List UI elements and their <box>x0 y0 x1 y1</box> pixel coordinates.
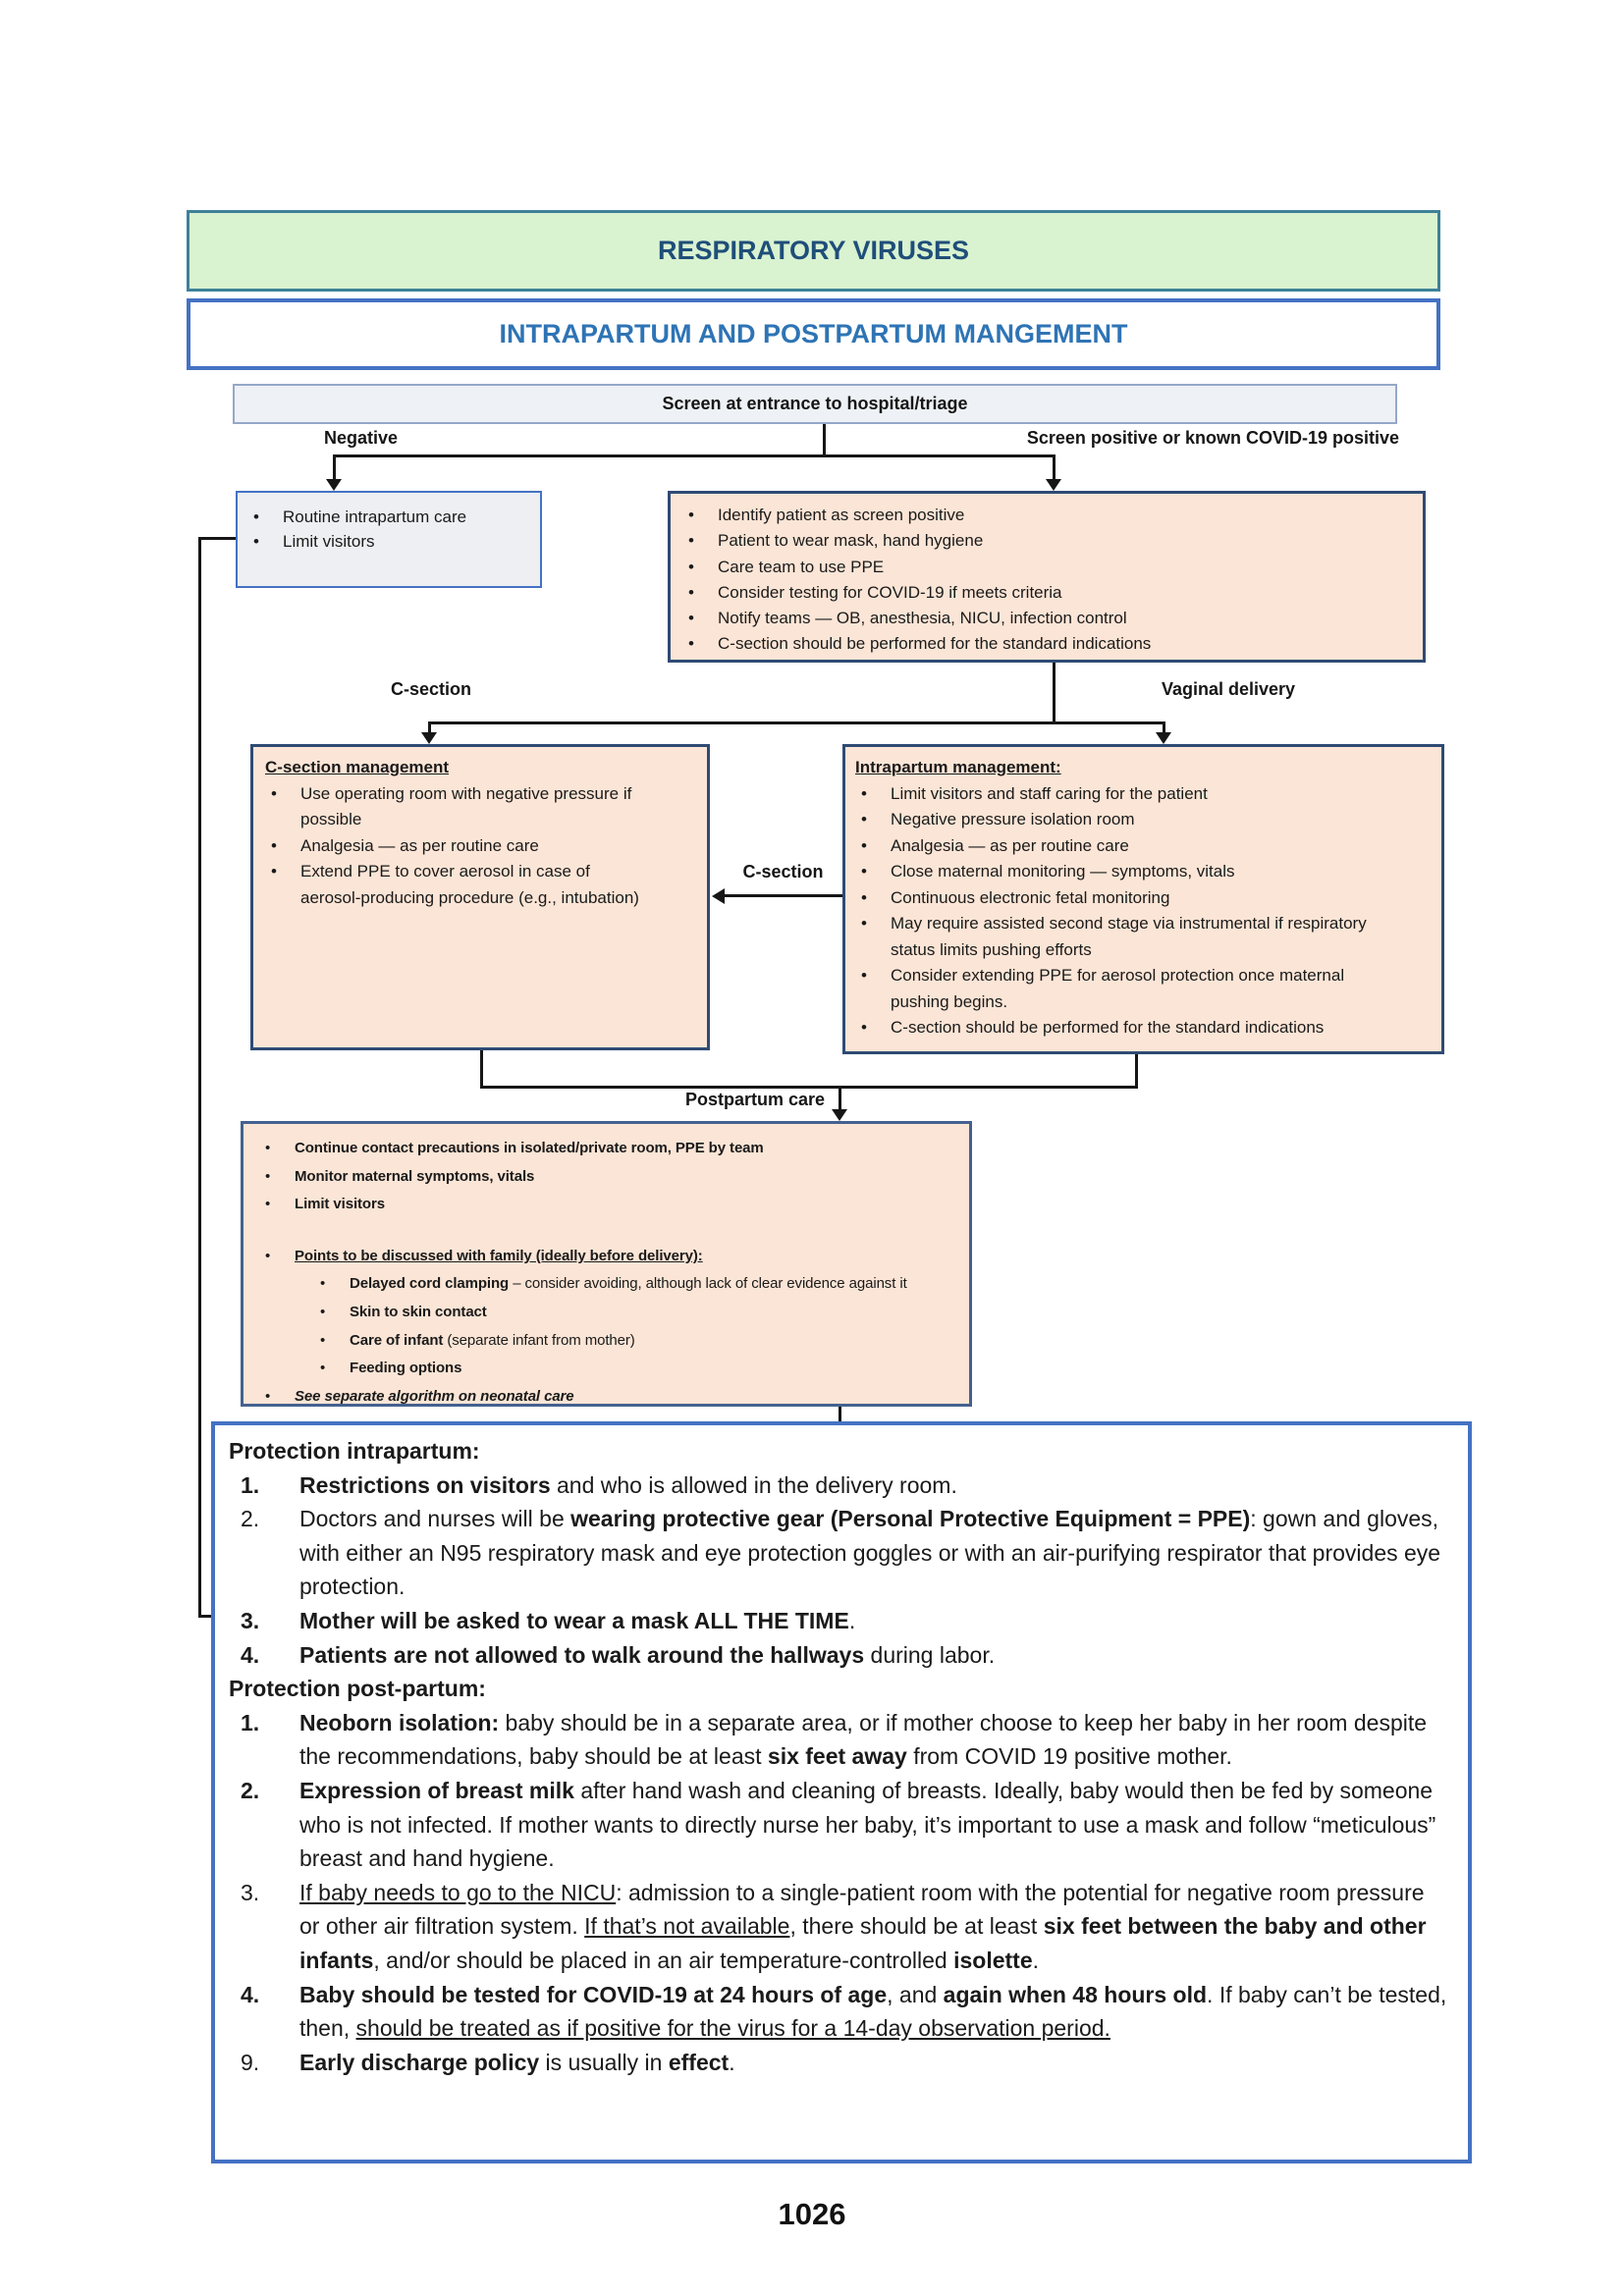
arrowhead-left-icon <box>712 888 725 904</box>
list-item: • Consider extending PPE for aerosol protection once maternal pushing begins. <box>853 963 1392 1015</box>
main-title: RESPIRATORY VIRUSES <box>657 236 970 265</box>
list-item: • See separate algorithm on neonatal care <box>257 1383 959 1412</box>
protection-item: 3. Mother will be asked to wear a mask ALL THE TIME. <box>229 1604 1448 1638</box>
main-title-banner <box>187 210 1440 292</box>
item-number: 3. <box>241 1879 260 1905</box>
item-number: 9. <box>241 2049 260 2075</box>
list-item: • Limit visitors <box>245 529 534 554</box>
protection-item: 4. Patients are not allowed to walk around the hallways during labor. <box>229 1638 1448 1673</box>
subtitle: INTRAPARTUM AND POSTPARTUM MANGEMENT <box>499 319 1128 348</box>
arrowhead-down-icon <box>421 732 437 744</box>
arrowhead-down-icon <box>1046 479 1061 491</box>
connector-line <box>333 454 1056 457</box>
list-spacer <box>257 1219 959 1243</box>
protection-item: 1. Restrictions on visitors and who is allowed in the delivery room. <box>229 1468 1448 1503</box>
connector-line <box>333 454 336 481</box>
subtitle-banner <box>187 298 1440 370</box>
connector-line <box>1053 454 1056 481</box>
intrapartum-management-box <box>842 744 1444 1054</box>
list-item: • Skin to skin contact <box>312 1299 959 1327</box>
list-item: • Limit visitors and staff caring for the patient <box>853 781 1392 808</box>
list-item: • Negative pressure isolation room <box>853 807 1392 833</box>
list-item: • Monitor maternal symptoms, vitals <box>257 1163 959 1192</box>
protection-item: 1. Neoborn isolation: baby should be in a separate area, or if mother choose to keep her baby in her room despite the recommendations, baby should be at least six feet away from COVID 19 positive mother. <box>229 1706 1448 1774</box>
vaginal-branch-label: Vaginal delivery <box>1162 679 1296 699</box>
connector-line <box>428 721 1164 724</box>
connector-line <box>198 537 201 1617</box>
list-item: • Points to be discussed with family (ideally before delivery): <box>257 1243 959 1271</box>
positive-branch-label: Screen positive or known COVID-19 positive <box>1026 428 1399 448</box>
list-item: • Use operating room with negative pressure if possible <box>263 781 652 833</box>
list-item: • Analgesia — as per routine care <box>263 833 652 860</box>
list-item: • Notify teams — OB, anesthesia, NICU, infection control <box>680 606 1413 631</box>
connector-line <box>480 1050 483 1088</box>
list-item: • Routine intrapartum care <box>245 505 534 529</box>
csection-branch-label: C-section <box>391 679 472 699</box>
protection-item: 3. If baby needs to go to the NICU: admission to a single-patient room with the potential for negative room pressure or other air filtration system. If that’s not available, there should be at least six feet between the baby and other infants, and/or should be placed in an air temperature-controlled isolette. <box>229 1876 1448 1978</box>
list-item: • Close maternal monitoring — symptoms, vitals <box>853 859 1392 885</box>
list-item: • Limit visitors <box>257 1191 959 1219</box>
item-number: 2. <box>241 1506 260 1532</box>
postpartum-care-box <box>241 1121 972 1407</box>
list-item: • May require assisted second stage via instrumental if respiratory status limits pushing efforts <box>853 911 1392 963</box>
item-number: 4. <box>241 1981 260 2007</box>
list-item: • C-section should be performed for the standard indications <box>853 1015 1392 1041</box>
protection-heading: Protection intrapartum: <box>229 1438 480 1464</box>
csection-box-title: C-section management <box>265 758 450 776</box>
connector-line <box>198 537 238 540</box>
list-item: • Analgesia — as per routine care <box>853 833 1392 860</box>
csection-box-list <box>263 781 652 912</box>
negative-care-box <box>236 491 542 588</box>
item-number: 2. <box>241 1777 260 1803</box>
item-number: 4. <box>241 1641 260 1668</box>
connector-line <box>1135 1054 1138 1088</box>
list-item: • Care team to use PPE <box>680 555 1413 580</box>
list-item: • C-section should be performed for the standard indications <box>680 631 1413 657</box>
arrowhead-down-icon <box>1156 732 1171 744</box>
list-item: • Continue contact precautions in isolated/private room, PPE by team <box>257 1135 959 1163</box>
csection-management-box <box>250 744 710 1050</box>
postpartum-care-label: Postpartum care <box>684 1090 825 1109</box>
item-number: 1. <box>241 1709 260 1735</box>
list-item: • Identify patient as screen positive <box>680 503 1413 528</box>
list-item: • Continuous electronic fetal monitoring <box>853 885 1392 912</box>
screen-triage-bar <box>233 384 1397 424</box>
connector-line <box>724 894 843 897</box>
connector-line <box>823 424 826 456</box>
protection-info-box <box>211 1421 1472 2163</box>
list-item: • Feeding options <box>312 1355 959 1383</box>
page-number: 1026 <box>778 2197 846 2231</box>
positive-actions-box <box>668 491 1426 663</box>
protection-heading: Protection post-partum: <box>229 1676 486 1702</box>
list-item: • Extend PPE to cover aerosol in case of aerosol-producing procedure (e.g., intubation) <box>263 859 652 911</box>
connector-line <box>1053 663 1056 723</box>
negative-branch-label: Negative <box>324 428 399 448</box>
protection-item: 2. Expression of breast milk after hand wash and cleaning of breasts. Ideally, baby would then be fed by someone who is not infected. If mother wants to directly nurse her baby, it’s important to use a mask and follow “meticulous” breast and hand hygiene. <box>229 1774 1448 1876</box>
list-item: • Consider testing for COVID-19 if meets criteria <box>680 580 1413 606</box>
arrowhead-down-icon <box>832 1109 847 1121</box>
item-number: 3. <box>241 1607 260 1633</box>
mid-arrow-label: C-section <box>742 862 824 881</box>
connector-line <box>480 1086 1138 1089</box>
arrowhead-down-icon <box>326 479 342 491</box>
list-item: • Care of infant (separate infant from mother) <box>312 1327 959 1356</box>
protection-item: 9. Early discharge policy is usually in effect. <box>229 2046 1448 2080</box>
connector-line <box>839 1086 841 1111</box>
screen-triage-label: Screen at entrance to hospital/triage <box>662 394 968 413</box>
list-item: • Delayed cord clamping – consider avoiding, although lack of clear evidence against it <box>312 1270 959 1299</box>
intrapartum-box-list <box>853 781 1392 1041</box>
protection-item: 2. Doctors and nurses will be wearing protective gear (Personal Protective Equipment = PPE): gown and gloves, with either an N95 respiratory mask and eye protection goggles or with an air-purifying respirator that provides eye protection. <box>229 1502 1448 1604</box>
intrapartum-box-title: Intrapartum management: <box>855 758 1061 776</box>
protection-item: 4. Baby should be tested for COVID-19 at 24 hours of age, and again when 48 hours old. If baby can’t be tested, then, should be treated as if positive for the virus for a 14-day observation period. <box>229 1978 1448 2046</box>
item-number: 1. <box>241 1471 260 1498</box>
list-item: • Patient to wear mask, hand hygiene <box>680 528 1413 554</box>
